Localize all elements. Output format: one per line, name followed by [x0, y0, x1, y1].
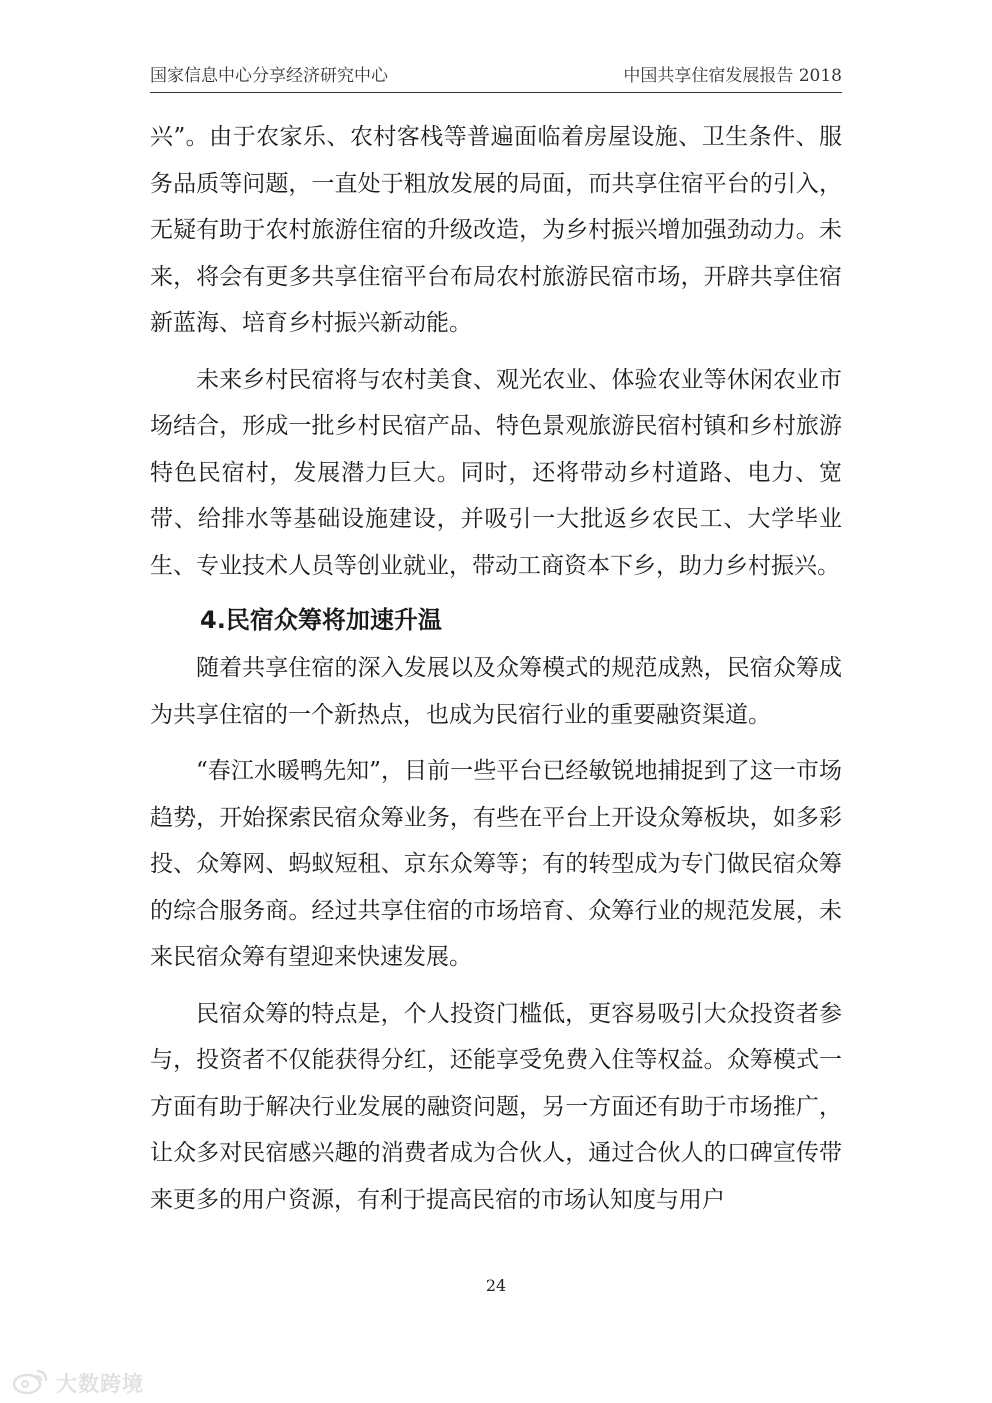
weibo-logo-icon	[10, 1367, 50, 1399]
page-number: 24	[485, 1276, 507, 1295]
watermark-text: 大数跨境	[56, 1372, 144, 1396]
watermark	[10, 1366, 144, 1400]
paragraph-rural-future: 未来乡村民宿将与农村美食、观光农业、体验农业等休闲农业市场结合，形成一批乡村民宿产品、特色景观旅游民宿村镇和乡村旅游特色民宿村，发展潜力巨大。同时，还将带动乡村道路、电力、宽带、给排水等基础设施建设，并吸引一大批返乡农民工、大学毕业生、专业技术人员等创业就业，带动工商资本下乡，助力乡村振兴。	[150, 366, 842, 579]
section-heading-crowdfunding: 4.民宿众筹将加速升温	[200, 606, 442, 634]
paragraph-crowdfunding-intro: 随着共享住宿的深入发展以及众筹模式的规范成熟，民宿众筹成为共享住宿的一个新热点，也成为民宿行业的重要融资渠道。	[150, 655, 842, 728]
paragraph-crowdfunding-features: 民宿众筹的特点是，个人投资门槛低，更容易吸引大众投资者参与，投资者不仅能获得分红，还能享受免费入住等权益。众筹模式一方面有助于解决行业发展的融资问题，另一方面还有助于市场推广，让众多对民宿感兴趣的消费者成为合伙人，通过合伙人的口碑宣传带来更多的用户资源，有利于提高民宿的市场认知度与用户	[150, 1000, 842, 1213]
document-body	[150, 114, 842, 1223]
paragraph-crowdfunding-platforms: “春江水暖鸭先知”，目前一些平台已经敏锐地捕捉到了这一市场趋势，开始探索民宿众筹业务，有些在平台上开设众筹板块，如多彩投、众筹网、蚂蚁短租、京东众筹等；有的转型成为专门做民宿众筹的综合服务商。经过共享住宿的市场培育、众筹行业的规范发展，未来民宿众筹有望迎来快速发展。	[150, 758, 842, 970]
paragraph-rural-continuation: 兴”。由于农家乐、农村客栈等普遍面临着房屋设施、卫生条件、服务品质等问题，一直处于粗放发展的局面，而共享住宿平台的引入，无疑有助于农村旅游住宿的升级改造，为乡村振兴增加强劲动力。未来，将会有更多共享住宿平台布局农村旅游民宿市场，开辟共享住宿新蓝海、培育乡村振兴新动能。	[150, 124, 842, 336]
page-header	[150, 58, 842, 93]
header-report-title: 中国共享住宿发展报告 2018	[623, 66, 842, 86]
header-org-name: 国家信息中心分享经济研究中心	[150, 66, 388, 86]
